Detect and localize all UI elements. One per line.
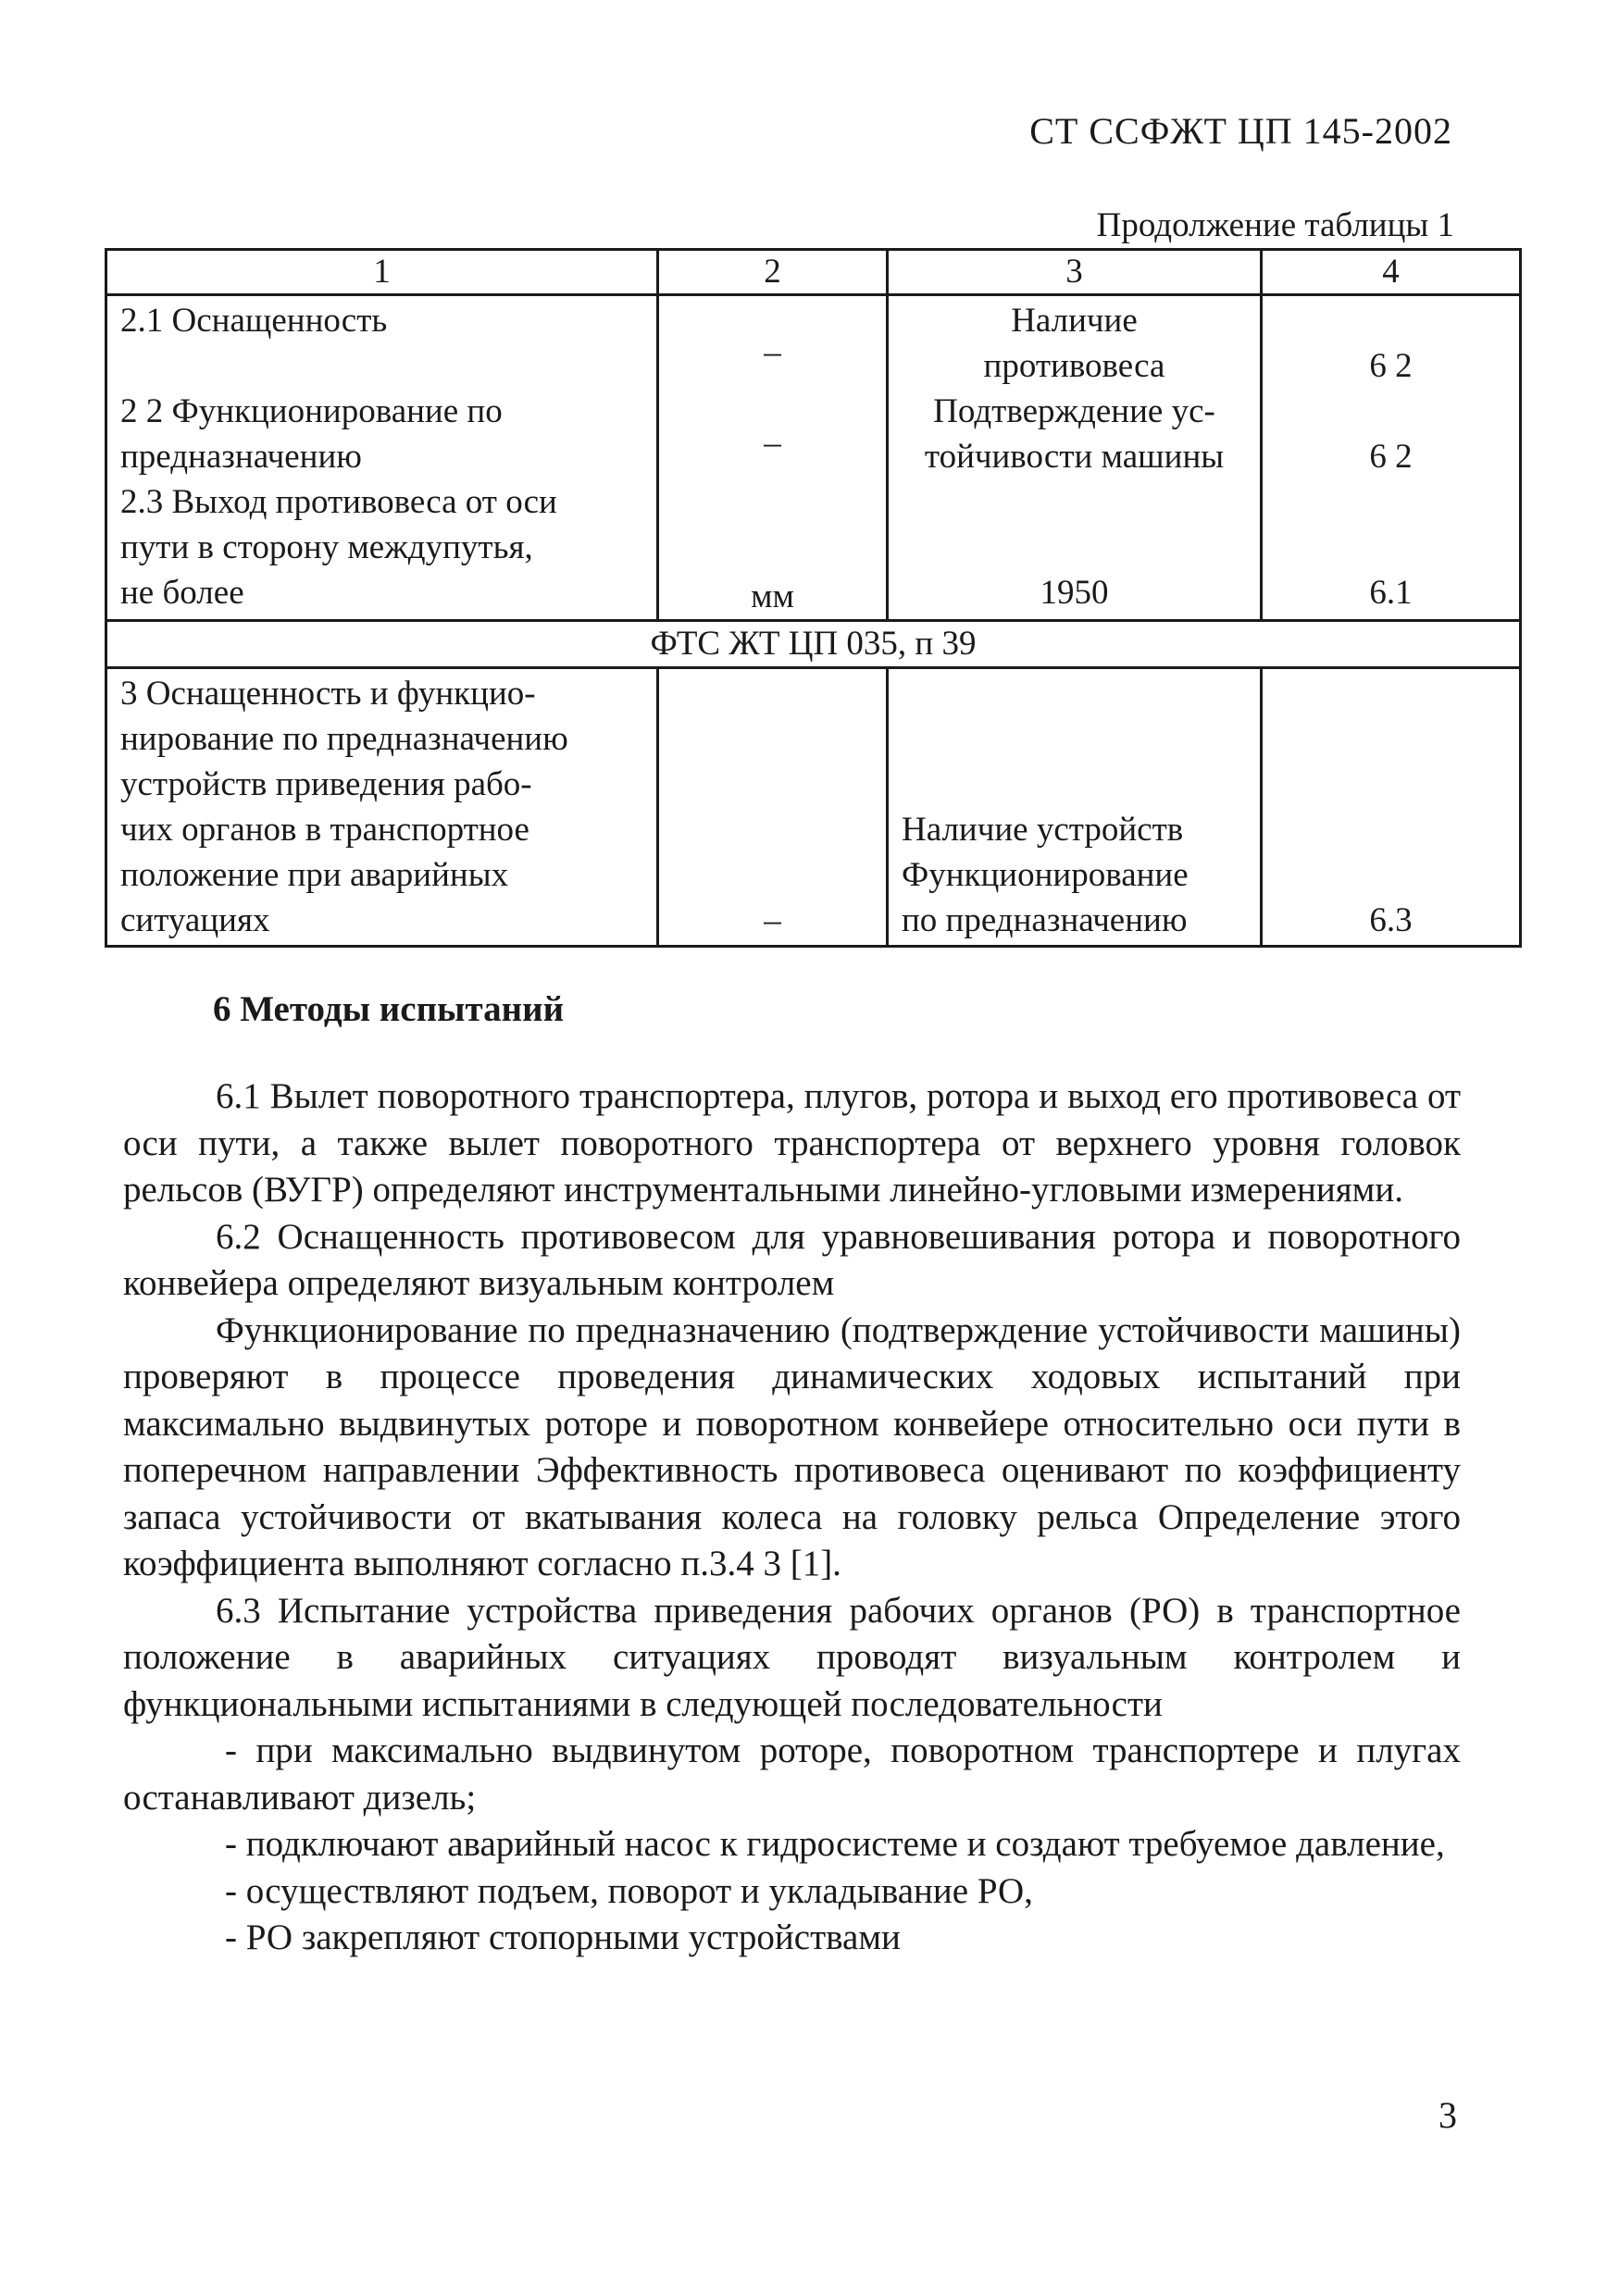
table-row (106, 295, 1521, 621)
unit-cell (658, 295, 888, 621)
table-row (106, 668, 1521, 947)
requirement-cell: 2.1 Оснащенность 2 2 Функционирование по предназначению 2.3 Выход противовеса от оси пути в сторону междупутья, не более (106, 295, 658, 621)
requirements-table (105, 248, 1522, 948)
norm-cell: Наличие устройств Функционирование по предназначению (888, 668, 1262, 947)
paragraph: 6.1 Вылет поворотного транспортера, плугов, ротора и выход его противовеса от оси пути, а также вылет поворотного транспортера от верхнего уровня головок рельсов (ВУГР) определяют инструментальными линейно-угловыми измерениями. (123, 1076, 1461, 1210)
section-heading: 6 Методы испытаний (213, 989, 565, 1029)
requirement-cell: 3 Оснащенность и функцио- нирование по предназначению устройств приведения рабо- чих органов в транспортное положение при аварийных ситуациях (106, 668, 658, 947)
unit-value: мм (751, 577, 794, 615)
list-item: - подключают аварийный насос к гидросистеме и создают требуемое давление, (225, 1824, 1445, 1864)
page-number: 3 (1438, 2094, 1457, 2136)
list-item: - при максимально выдвинутом роторе, поворотном транспортере и плугах останавливают дизель; (123, 1731, 1461, 1818)
paragraph: 6.3 Испытание устройства приведения рабочих органов (РО) в транспортное положение в аварийных ситуациях проводят визуальным контролем и функциональными испытаниями в следующей последовательности (123, 1590, 1461, 1724)
paragraph: 6.2 Оснащенность противовесом для уравновешивания ротора и поворотного конвейера определяют визуальным контролем (123, 1216, 1461, 1303)
method-reference-cell: 6.3 (1262, 668, 1521, 947)
norm-cell: Наличие противовеса Подтверждение ус- тойчивости машины 1950 (888, 295, 1262, 621)
section-body (123, 1074, 1461, 1962)
column-header-2: 2 (658, 250, 888, 295)
dash-value: – (764, 333, 781, 371)
column-header-3: 3 (888, 250, 1262, 295)
document-code: СТ ССФЖТ ЦП 145-2002 (1029, 110, 1452, 152)
normative-reference: ФТС ЖТ ЦП 035, п 39 (106, 621, 1521, 668)
column-header-1: 1 (106, 250, 658, 295)
method-reference-cell: 6 2 6 2 6.1 (1262, 295, 1521, 621)
unit-cell: – (658, 668, 888, 947)
list-item: - РО закрепляют стопорными устройствами (225, 1917, 901, 1957)
dash-value: – (764, 424, 781, 462)
paragraph: Функционирование по предназначению (подтверждение устойчивости машины) проверяют в процессе проведения динамических ходовых испытаний при максимально выдвинутых роторе и поворотном конвейере относительно оси пути в поперечном направлении Эффективность противовеса оценивают по коэффициенту запаса устойчивости от вкатывания колеса на головку рельса Определение этого коэффициента выполняют согласно п.3.4 3 [1]. (123, 1309, 1461, 1583)
list-item: - осуществляют подъем, поворот и укладывание РО, (225, 1870, 1033, 1911)
table-section-row (106, 621, 1521, 668)
column-header-4: 4 (1262, 250, 1521, 295)
table-continuation-label: Продолжение таблицы 1 (1096, 206, 1454, 244)
table-header-row (106, 250, 1521, 295)
